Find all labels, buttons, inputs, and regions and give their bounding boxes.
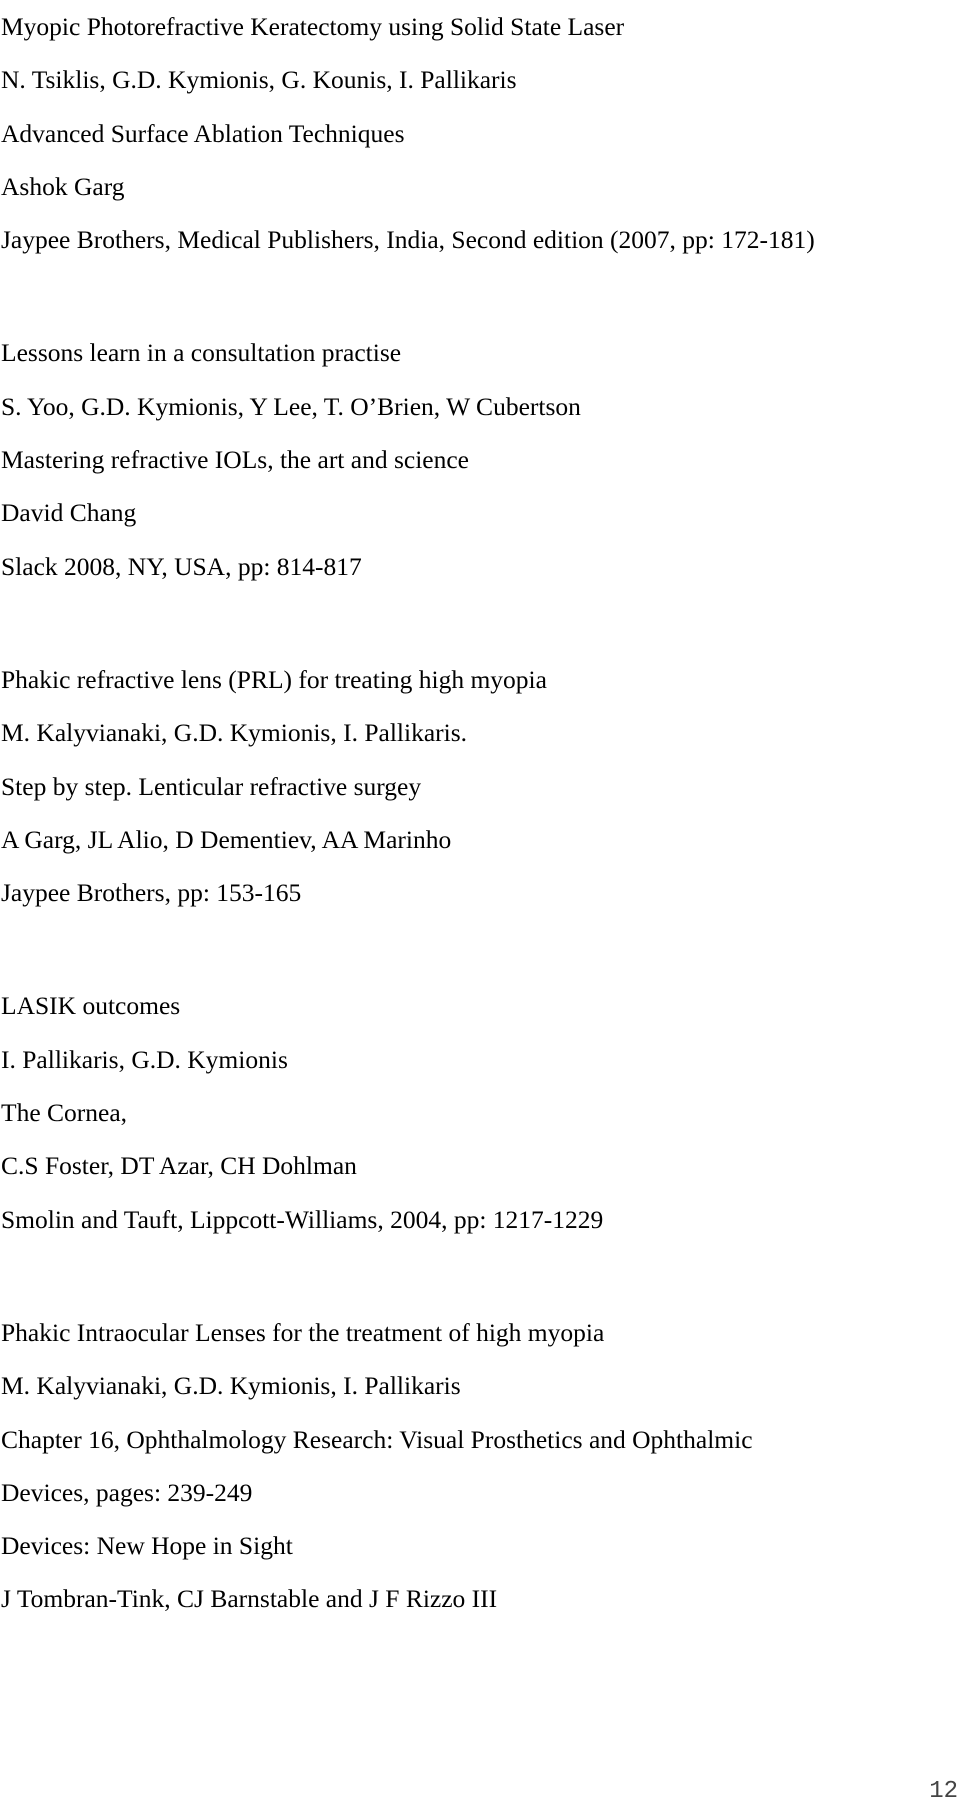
- reference-editors: Ashok Garg: [1, 171, 125, 201]
- reference-book-title: Devices: New Hope in Sight: [1, 1531, 293, 1561]
- reference-list: [1, 0, 956, 1626]
- reference-entry-1: [1, 0, 956, 266]
- reference-book-title: Step by step. Lenticular refractive surgey: [1, 771, 422, 801]
- reference-publisher: Smolin and Tauft, Lippcott-Williams, 2004, pp: 1217-1229: [1, 1204, 604, 1234]
- page-number: 12: [929, 1778, 958, 1805]
- reference-publisher: Jaypee Brothers, Medical Publishers, India, Second edition (2007, pp: 172-181): [1, 225, 815, 255]
- reference-title: Lessons learn in a consultation practise: [1, 338, 402, 368]
- reference-authors: S. Yoo, G.D. Kymionis, Y Lee, T. O’Brien, W Cubertson: [1, 391, 581, 421]
- reference-title: Myopic Photorefractive Keratectomy using Solid State Laser: [1, 12, 625, 41]
- reference-authors: I. Pallikaris, G.D. Kymionis: [1, 1044, 288, 1074]
- reference-publisher: Slack 2008, NY, USA, pp: 814-817: [1, 551, 362, 581]
- reference-entry-4: [1, 979, 956, 1245]
- reference-editors: C.S Foster, DT Azar, CH Dohlman: [1, 1151, 357, 1181]
- reference-authors: N. Tsiklis, G.D. Kymionis, G. Kounis, I. Pallikaris: [1, 65, 517, 95]
- reference-entry-2: [1, 326, 956, 592]
- reference-entry-5: [1, 1306, 956, 1626]
- reference-authors: M. Kalyvianaki, G.D. Kymionis, I. Pallikaris.: [1, 718, 468, 748]
- reference-title: LASIK outcomes: [1, 991, 181, 1021]
- reference-book-title: Advanced Surface Ablation Techniques: [1, 118, 405, 148]
- reference-book-title: Mastering refractive IOLs, the art and science: [1, 445, 469, 475]
- reference-title: Phakic Intraocular Lenses for the treatment of high myopia: [1, 1317, 605, 1347]
- reference-editors: David Chang: [1, 498, 137, 528]
- reference-entry-3: [1, 653, 956, 919]
- reference-editors: J Tombran-Tink, CJ Barnstable and J F Rizzo III: [1, 1584, 498, 1614]
- reference-editors: A Garg, JL Alio, D Dementiev, AA Marinho: [1, 824, 452, 854]
- reference-book-title: The Cornea,: [1, 1098, 128, 1128]
- reference-authors: M. Kalyvianaki, G.D. Kymionis, I. Pallikaris: [1, 1371, 461, 1401]
- reference-pages: Devices, pages: 239-249: [1, 1477, 253, 1507]
- reference-title: Phakic refractive lens (PRL) for treating high myopia: [1, 664, 547, 694]
- reference-chapter: Chapter 16, Ophthalmology Research: Visual Prosthetics and Ophthalmic: [1, 1424, 753, 1454]
- reference-publisher: Jaypee Brothers, pp: 153-165: [1, 878, 302, 908]
